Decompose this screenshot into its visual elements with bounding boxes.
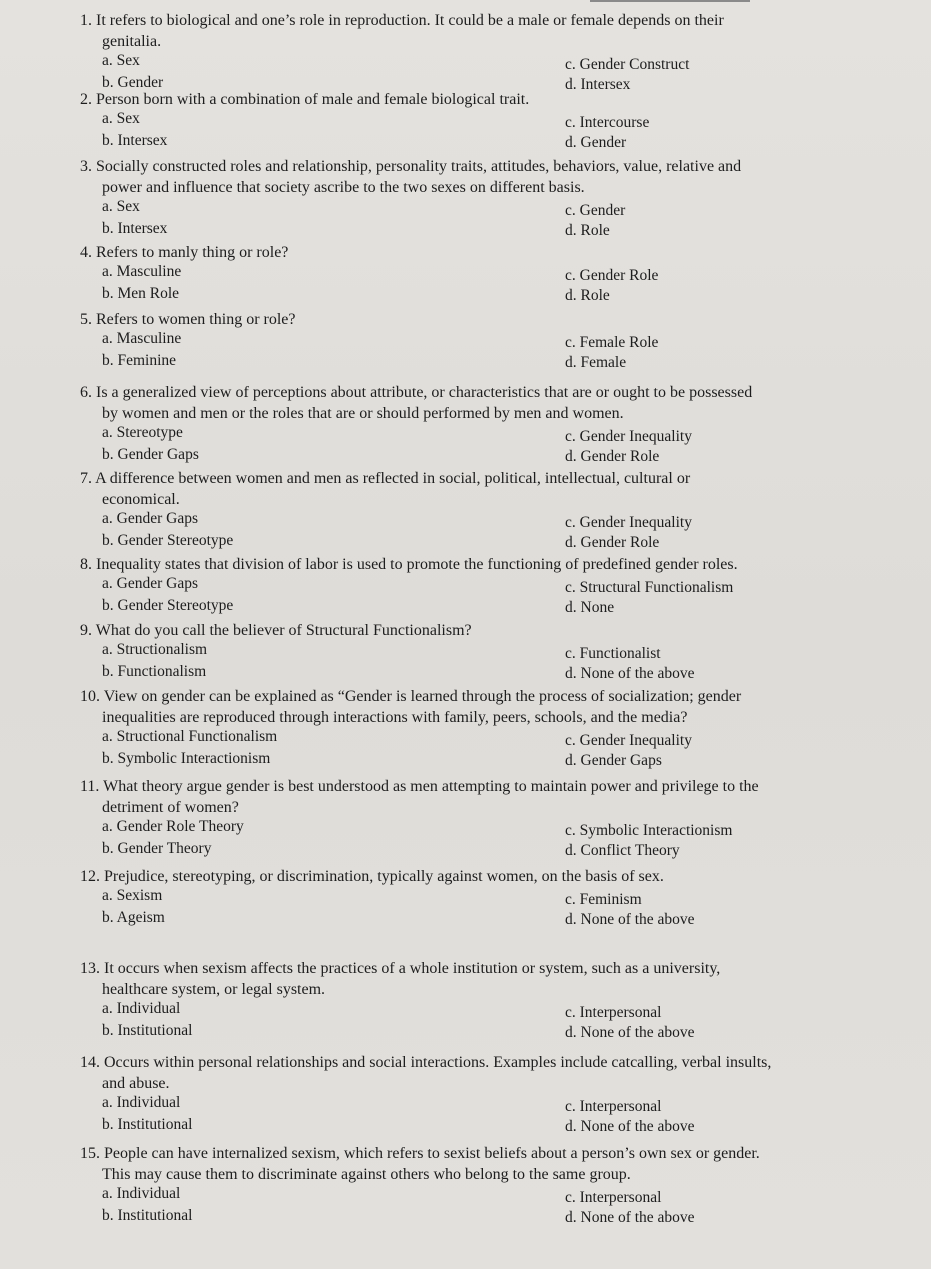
option-a: a. Individual bbox=[102, 1094, 181, 1111]
question-15 bbox=[80, 1143, 920, 1229]
option-b: b. Gender bbox=[102, 74, 164, 91]
option-d: d. Role bbox=[565, 222, 610, 239]
question-stem-continued: inequalities are reproduced through interactions with family, peers, schools, and the media? bbox=[102, 709, 688, 726]
question-7 bbox=[80, 468, 920, 554]
option-c: c. Female Role bbox=[565, 334, 659, 351]
option-a: a. Sex bbox=[102, 52, 140, 69]
option-a: a. Gender Gaps bbox=[102, 575, 198, 592]
option-d: d. None of the above bbox=[565, 665, 695, 682]
question-stem: 13. It occurs when sexism affects the practices of a whole institution or system, such as a university, bbox=[80, 960, 721, 977]
option-b: b. Gender Theory bbox=[102, 840, 212, 857]
question-9 bbox=[80, 620, 920, 685]
option-a: a. Individual bbox=[102, 1185, 181, 1202]
question-stem: 14. Occurs within personal relationships and social interactions. Examples include catcalling, verbal insults, bbox=[80, 1054, 772, 1071]
option-c: c. Gender Inequality bbox=[565, 732, 692, 749]
question-14 bbox=[80, 1052, 920, 1138]
option-a: a. Structional Functionalism bbox=[102, 728, 278, 745]
option-b: b. Institutional bbox=[102, 1116, 193, 1133]
question-stem: 11. What theory argue gender is best understood as men attempting to maintain power and privilege to the bbox=[80, 778, 759, 795]
options bbox=[80, 887, 920, 931]
option-c: c. Gender Inequality bbox=[565, 514, 692, 531]
option-b: b. Ageism bbox=[102, 909, 165, 926]
options bbox=[80, 510, 920, 554]
options bbox=[80, 728, 920, 772]
question-stem-continued: by women and men or the roles that are or should performed by men and women. bbox=[102, 405, 624, 422]
option-d: d. None bbox=[565, 599, 615, 616]
option-a: a. Masculine bbox=[102, 330, 182, 347]
option-b: b. Gender Stereotype bbox=[102, 597, 234, 614]
option-a: a. Structionalism bbox=[102, 641, 208, 658]
option-c: c. Symbolic Interactionism bbox=[565, 822, 733, 839]
option-d: d. None of the above bbox=[565, 1118, 695, 1135]
question-stem: 6. Is a generalized view of perceptions about attribute, or characteristics that are or ought to be possessed bbox=[80, 384, 753, 401]
question-stem-continued: and abuse. bbox=[102, 1075, 170, 1092]
options bbox=[80, 330, 920, 374]
option-d: d. Conflict Theory bbox=[565, 842, 680, 859]
option-b: b. Symbolic Interactionism bbox=[102, 750, 271, 767]
option-d: d. None of the above bbox=[565, 1024, 695, 1041]
option-c: c. Interpersonal bbox=[565, 1004, 662, 1021]
option-b: b. Intersex bbox=[102, 220, 168, 237]
question-stem: 4. Refers to manly thing or role? bbox=[80, 244, 289, 261]
question-stem: 7. A difference between women and men as reflected in social, political, intellectual, cultural or bbox=[80, 470, 691, 487]
question-stem-continued: economical. bbox=[102, 491, 180, 508]
option-b: b. Feminine bbox=[102, 352, 177, 369]
option-c: c. Functionalist bbox=[565, 645, 661, 662]
question-10 bbox=[80, 686, 920, 772]
option-c: c. Interpersonal bbox=[565, 1098, 662, 1115]
question-stem: 9. What do you call the believer of Structural Functionalism? bbox=[80, 622, 472, 639]
options bbox=[80, 263, 920, 307]
question-stem: 12. Prejudice, stereotyping, or discrimination, typically against women, on the basis of sex. bbox=[80, 868, 664, 885]
question-stem: 2. Person born with a combination of male and female biological trait. bbox=[80, 91, 530, 108]
question-stem: 5. Refers to women thing or role? bbox=[80, 311, 296, 328]
question-stem: 10. View on gender can be explained as “Gender is learned through the process of socialization; gender bbox=[80, 688, 742, 705]
question-stem-continued: This may cause them to discriminate against others who belong to the same group. bbox=[102, 1166, 631, 1183]
question-5 bbox=[80, 309, 920, 374]
option-d: d. Gender Gaps bbox=[565, 752, 662, 769]
question-stem-continued: healthcare system, or legal system. bbox=[102, 981, 326, 998]
top-rule bbox=[590, 0, 750, 2]
question-stem: 1. It refers to biological and one’s role in reproduction. It could be a male or female depends on their bbox=[80, 12, 724, 29]
option-d: d. Gender bbox=[565, 134, 627, 151]
question-12 bbox=[80, 866, 920, 931]
options bbox=[80, 641, 920, 685]
option-d: d. Gender Role bbox=[565, 448, 660, 465]
option-a: a. Stereotype bbox=[102, 424, 183, 441]
option-a: a. Sex bbox=[102, 110, 140, 127]
option-a: a. Individual bbox=[102, 1000, 181, 1017]
option-c: c. Intercourse bbox=[565, 114, 650, 131]
options bbox=[80, 110, 920, 154]
options bbox=[80, 424, 920, 468]
option-a: a. Gender Role Theory bbox=[102, 818, 244, 835]
question-stem-continued: power and influence that society ascribe to the two sexes on different basis. bbox=[102, 179, 585, 196]
question-stem: 15. People can have internalized sexism, which refers to sexist beliefs about a person’s own sex or gender. bbox=[80, 1145, 760, 1162]
option-c: c. Gender Construct bbox=[565, 56, 690, 73]
option-b: b. Institutional bbox=[102, 1207, 193, 1224]
question-stem-continued: detriment of women? bbox=[102, 799, 239, 816]
option-c: c. Structural Functionalism bbox=[565, 579, 734, 596]
option-d: d. Gender Role bbox=[565, 534, 660, 551]
options bbox=[80, 1185, 920, 1229]
question-4 bbox=[80, 242, 920, 307]
option-c: c. Gender Inequality bbox=[565, 428, 692, 445]
question-stem: 8. Inequality states that division of labor is used to promote the functioning of predefined gender roles. bbox=[80, 556, 738, 573]
options bbox=[80, 1094, 920, 1138]
option-d: d. Role bbox=[565, 287, 610, 304]
options bbox=[80, 818, 920, 862]
option-d: d. None of the above bbox=[565, 1209, 695, 1226]
question-1 bbox=[80, 10, 920, 96]
option-b: b. Functionalism bbox=[102, 663, 207, 680]
option-d: d. Female bbox=[565, 354, 627, 371]
question-stem: 3. Socially constructed roles and relationship, personality traits, attitudes, behaviors, value, relative and bbox=[80, 158, 742, 175]
option-b: b. Gender Stereotype bbox=[102, 532, 234, 549]
option-b: b. Gender Gaps bbox=[102, 446, 199, 463]
question-11 bbox=[80, 776, 920, 862]
question-8 bbox=[80, 554, 920, 619]
option-a: a. Masculine bbox=[102, 263, 182, 280]
option-b: b. Institutional bbox=[102, 1022, 193, 1039]
option-c: c. Interpersonal bbox=[565, 1189, 662, 1206]
question-2 bbox=[80, 89, 920, 154]
option-c: c. Gender bbox=[565, 202, 626, 219]
option-b: b. Intersex bbox=[102, 132, 168, 149]
options bbox=[80, 1000, 920, 1044]
question-6 bbox=[80, 382, 920, 468]
option-c: c. Gender Role bbox=[565, 267, 659, 284]
question-3 bbox=[80, 156, 920, 242]
option-d: d. None of the above bbox=[565, 911, 695, 928]
options bbox=[80, 575, 920, 619]
question-13 bbox=[80, 958, 920, 1044]
options bbox=[80, 198, 920, 242]
option-d: d. Intersex bbox=[565, 76, 631, 93]
option-c: c. Feminism bbox=[565, 891, 642, 908]
option-a: a. Gender Gaps bbox=[102, 510, 198, 527]
question-stem-continued: genitalia. bbox=[102, 33, 162, 50]
option-b: b. Men Role bbox=[102, 285, 180, 302]
option-a: a. Sex bbox=[102, 198, 140, 215]
option-a: a. Sexism bbox=[102, 887, 163, 904]
